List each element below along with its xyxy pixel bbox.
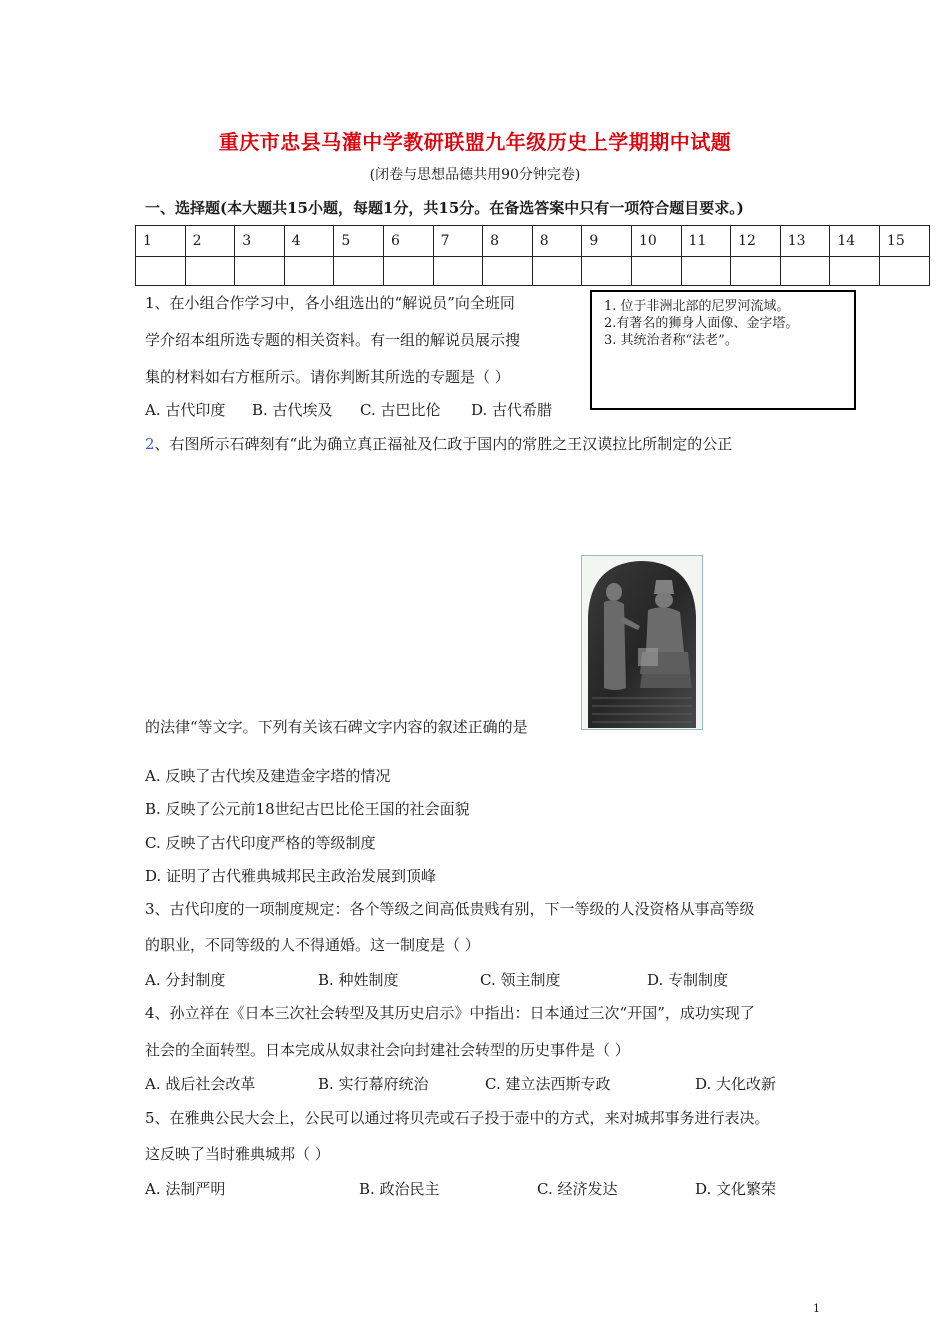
q5-option-d: D. 文化繁荣 [695, 1180, 777, 1198]
q1-options [145, 400, 552, 420]
answer-grid-number: 12 [731, 226, 781, 257]
answer-cell[interactable] [731, 257, 781, 286]
answer-grid-number: 7 [433, 226, 483, 257]
answer-grid-number: 5 [334, 226, 384, 257]
answer-cell[interactable] [383, 257, 433, 286]
answer-grid-number: 13 [780, 226, 830, 257]
q2-option-b: B. 反映了公元前18世纪古巴比伦王国的社会面貌 [145, 800, 470, 818]
q5-option-b: B. 政治民主 [359, 1180, 440, 1198]
q5-options [145, 1179, 776, 1199]
q3-text-line: 3、古代印度的一项制度规定：各个等级之间高低贵贱有别，下一等级的人没资格从事高等级 [145, 900, 755, 918]
q3-option-a: A. 分封制度 [145, 971, 226, 989]
q1-text-line: 1、在小组合作学习中，各小组选出的“解说员”向全班同 [145, 294, 515, 312]
q4-options [145, 1074, 776, 1094]
q1-option-b: B. 古代埃及 [252, 401, 333, 419]
page-number: 1 [813, 1302, 820, 1315]
answer-cell[interactable] [235, 257, 285, 286]
page-title: 重庆市忠县马灌中学教研联盟九年级历史上学期期中试题 [218, 130, 732, 154]
info-box-line: 2.有著名的狮身人面像、金字塔。 [604, 316, 799, 331]
answer-cell[interactable] [334, 257, 384, 286]
answer-grid-number: 3 [235, 226, 285, 257]
q4-option-d: D. 大化改新 [695, 1075, 777, 1093]
answer-cell[interactable] [780, 257, 830, 286]
info-box-line: 1. 位于非洲北部的尼罗河流域。 [604, 299, 790, 314]
q1-option-a: A. 古代印度 [145, 401, 226, 419]
section-heading: 一、选择题(本大题共15小题，每题1分，共15分。在备选答案中只有一项符合题目要求。) [145, 199, 744, 217]
q2-option-d: D. 证明了古代雅典城邦民主政治发展到顶峰 [145, 867, 437, 885]
q3-text-line: 的职业，不同等级的人不得通婚。这一制度是（ ） [145, 936, 480, 954]
q4-option-b: B. 实行幕府统治 [318, 1075, 429, 1093]
q1-text-line: 学介绍本组所选专题的相关资料。有一组的解说员展示搜 [145, 331, 521, 349]
answer-grid-number: 4 [284, 226, 334, 257]
answer-grid-answer-row [136, 257, 930, 286]
q5-text-line: 5、在雅典公民大会上，公民可以通过将贝壳或石子投于壶中的方式，来对城邦事务进行表决。 [145, 1109, 770, 1127]
answer-grid-number: 10 [631, 226, 681, 257]
q4-text-line: 社会的全面转型。日本完成从奴隶社会向封建社会转型的历史事件是（ ） [145, 1041, 630, 1059]
q4-text-line: 4、孙立祥在《日本三次社会转型及其历史启示》中指出：日本通过三次“开国”，成功实现了 [145, 1004, 755, 1022]
answer-cell[interactable] [631, 257, 681, 286]
answer-grid-number: 1 [136, 226, 186, 257]
answer-cell[interactable] [681, 257, 731, 286]
answer-grid-number: 15 [879, 226, 929, 257]
answer-cell[interactable] [284, 257, 334, 286]
q2-option-c: C. 反映了古代印度严格的等级制度 [145, 834, 376, 852]
q1-text-line: 集的材料如右方框所示。请你判断其所选的专题是（ ） [145, 368, 510, 386]
answer-cell[interactable] [136, 257, 186, 286]
answer-cell[interactable] [185, 257, 235, 286]
page-subtitle: (闭卷与思想品德共用90分钟完卷) [369, 167, 581, 183]
q5-option-c: C. 经济发达 [537, 1180, 618, 1198]
answer-grid-number: 9 [582, 226, 632, 257]
q1-option-c: C. 古巴比伦 [360, 401, 441, 419]
answer-cell[interactable] [879, 257, 929, 286]
answer-grid-number: 6 [383, 226, 433, 257]
answer-grid-number-row [136, 226, 930, 257]
answer-cell[interactable] [532, 257, 582, 286]
answer-grid-number: 14 [830, 226, 880, 257]
q1-info-box [590, 290, 856, 410]
answer-grid [135, 225, 930, 286]
answer-cell[interactable] [582, 257, 632, 286]
q1-option-d: D. 古代希腊 [471, 401, 553, 419]
q5-option-a: A. 法制严明 [145, 1180, 226, 1198]
info-box-line: 3. 其统治者称“法老”。 [604, 333, 738, 348]
answer-cell[interactable] [483, 257, 533, 286]
answer-grid-number: 11 [681, 226, 731, 257]
q4-option-a: A. 战后社会改革 [145, 1075, 256, 1093]
answer-cell[interactable] [830, 257, 880, 286]
answer-grid-number: 8 [483, 226, 533, 257]
q2-option-a: A. 反映了古代埃及建造金字塔的情况 [145, 767, 391, 785]
answer-grid-number: 2 [185, 226, 235, 257]
q4-option-c: C. 建立法西斯专政 [485, 1075, 611, 1093]
q2-text: 、右图所示石碑刻有“此为确立真正福祉及仁政于国内的常胜之王汉谟拉比所制定的公正 [154, 435, 733, 453]
q3-option-d: D. 专制制度 [647, 971, 729, 989]
answer-grid-number: 8 [532, 226, 582, 257]
q3-option-b: B. 种姓制度 [318, 971, 399, 989]
q2-text-line: 的法律“等文字。下列有关该石碑文字内容的叙述正确的是 [145, 718, 528, 736]
q5-text-line: 这反映了当时雅典城邦（ ） [145, 1145, 330, 1163]
answer-cell[interactable] [433, 257, 483, 286]
q2-text-line [145, 434, 732, 454]
q2-number: 2 [145, 435, 155, 453]
hammurabi-stele-image [581, 555, 703, 730]
q3-option-c: C. 领主制度 [480, 971, 561, 989]
q3-options [145, 970, 728, 990]
